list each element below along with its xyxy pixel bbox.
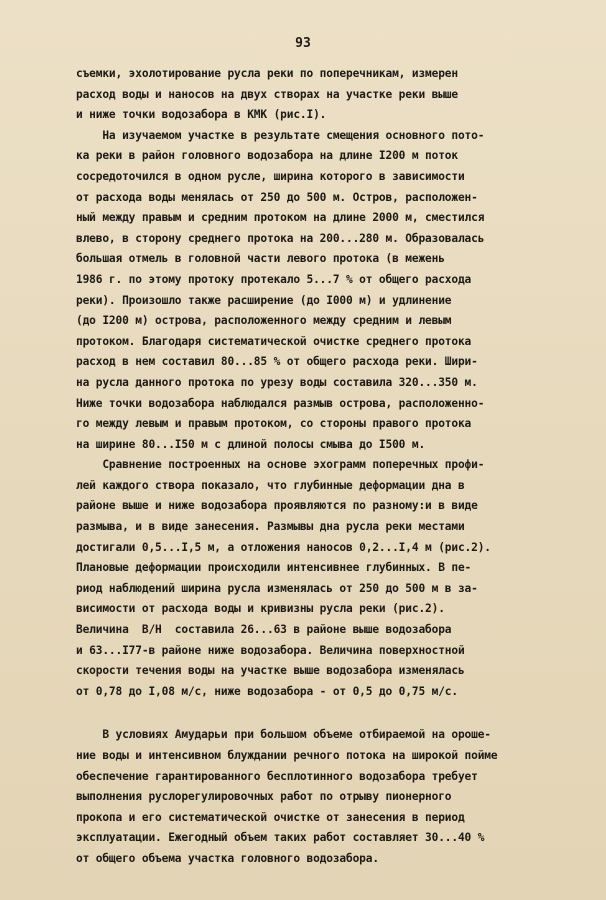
text-line: большая отмель в головной части левого протока (в межень — [76, 252, 445, 266]
text-line: лей каждого створа показало, что глубинные деформации дна в — [76, 478, 465, 492]
text-line: расход воды и наносов на двух створах на участке реки выше — [76, 87, 458, 101]
text-line: ный между правым и средним протоком на длине 2000 м, сместился — [76, 211, 485, 225]
page-number: 93 — [295, 36, 311, 51]
text-line: Сравнение построенных на основе эхограмм поперечных профи- — [76, 458, 485, 472]
text-line: расход в нем составил 80...85 % от общего расхода реки. Шири- — [76, 355, 478, 369]
text-line: на русла данного протока по урезу воды составила 320...350 м. — [76, 375, 478, 389]
text-line: (до I200 м) острова, расположенного между средним и левым — [76, 314, 452, 328]
text-line: висимости от расхода воды и кривизны русла реки (рис.2). — [76, 602, 445, 616]
text-line: протоком. Благодаря систематической очистке среднего протока — [76, 334, 472, 348]
paragraph — [76, 455, 546, 702]
text-line: скорости течения воды на участке выше водозабора изменялась — [76, 664, 465, 678]
text-line: Величина B/H составила 26...63 в районе выше водозабора — [76, 623, 452, 637]
text-line: прокопа и его систематической очистке от занесения в период — [76, 810, 465, 824]
text-line: Ниже точки водозабора наблюдался размыв острова, расположенно- — [76, 396, 485, 410]
text-line: выполнения руслорегулировочных работ по отрыву пионерного — [76, 790, 452, 804]
text-line: го между левым и правым протоком, со стороны правого протока — [76, 417, 472, 431]
text-line: сосредоточился в одном русле, ширина которого в зависимости — [76, 169, 465, 183]
text-line: влево, в сторону среднего протока на 200...280 м. Образовалась — [76, 231, 485, 245]
text-line: достигали 0,5...I,5 м, а отложения наносов 0,2...I,4 м (рис.2). — [76, 540, 491, 554]
paragraph — [76, 725, 546, 869]
text-line: на ширине 80...I50 м с длиной полосы смыва до I500 м. — [76, 437, 426, 451]
text-body — [76, 64, 546, 870]
text-line: от расхода воды менялась от 250 до 500 м. Остров, расположен- — [76, 190, 478, 204]
text-line: ка реки в район головного водозабора на длине I200 м поток — [76, 149, 458, 163]
text-line: и ниже точки водозабора в КМК (рис.I). — [76, 108, 327, 122]
text-line: Плановые деформации происходили интенсивнее глубинных. В пе- — [76, 561, 472, 575]
text-line: реки). Произошло также расширение (до I000 м) и удлинение — [76, 293, 452, 307]
text-line: ние воды и интенсивном блуждании речного потока на широкой пойме — [76, 749, 498, 762]
text-line: районе выше и ниже водозабора проявляются по разному:и в виде — [76, 499, 478, 513]
text-line: обеспечение гарантированного бесплотинного водозабора требует — [76, 769, 478, 783]
paragraph — [76, 64, 546, 126]
text-line: В условиях Амударьи при большом объеме отбираемой на ороше- — [76, 728, 491, 742]
text-line: от общего объема участка головного водозабора. — [76, 851, 379, 865]
text-line: и 63...I77-в районе ниже водозабора. Величина поверхностной — [76, 643, 465, 657]
text-line: риод наблюдений ширина русла изменялась от 250 до 500 м в за- — [76, 581, 478, 595]
text-line: эксплуатации. Ежегодный объем таких работ составляет 30...40 % — [76, 831, 485, 845]
text-line: 1986 г. по этому протоку протекало 5...7 % от общего расхода — [76, 272, 472, 286]
paragraph — [76, 126, 546, 456]
text-line: размыва, и в виде занесения. Размывы дна русла реки местами — [76, 520, 465, 534]
text-line: На изучаемом участке в результате смещения основного пото- — [76, 128, 485, 142]
text-line: съемки, эхолотирование русла реки по поперечникам, измерен — [76, 67, 458, 80]
paragraph-gap — [76, 702, 546, 725]
text-line: от 0,78 до I,08 м/с, ниже водозабора - от 0,5 до 0,75 м/с. — [76, 684, 458, 698]
